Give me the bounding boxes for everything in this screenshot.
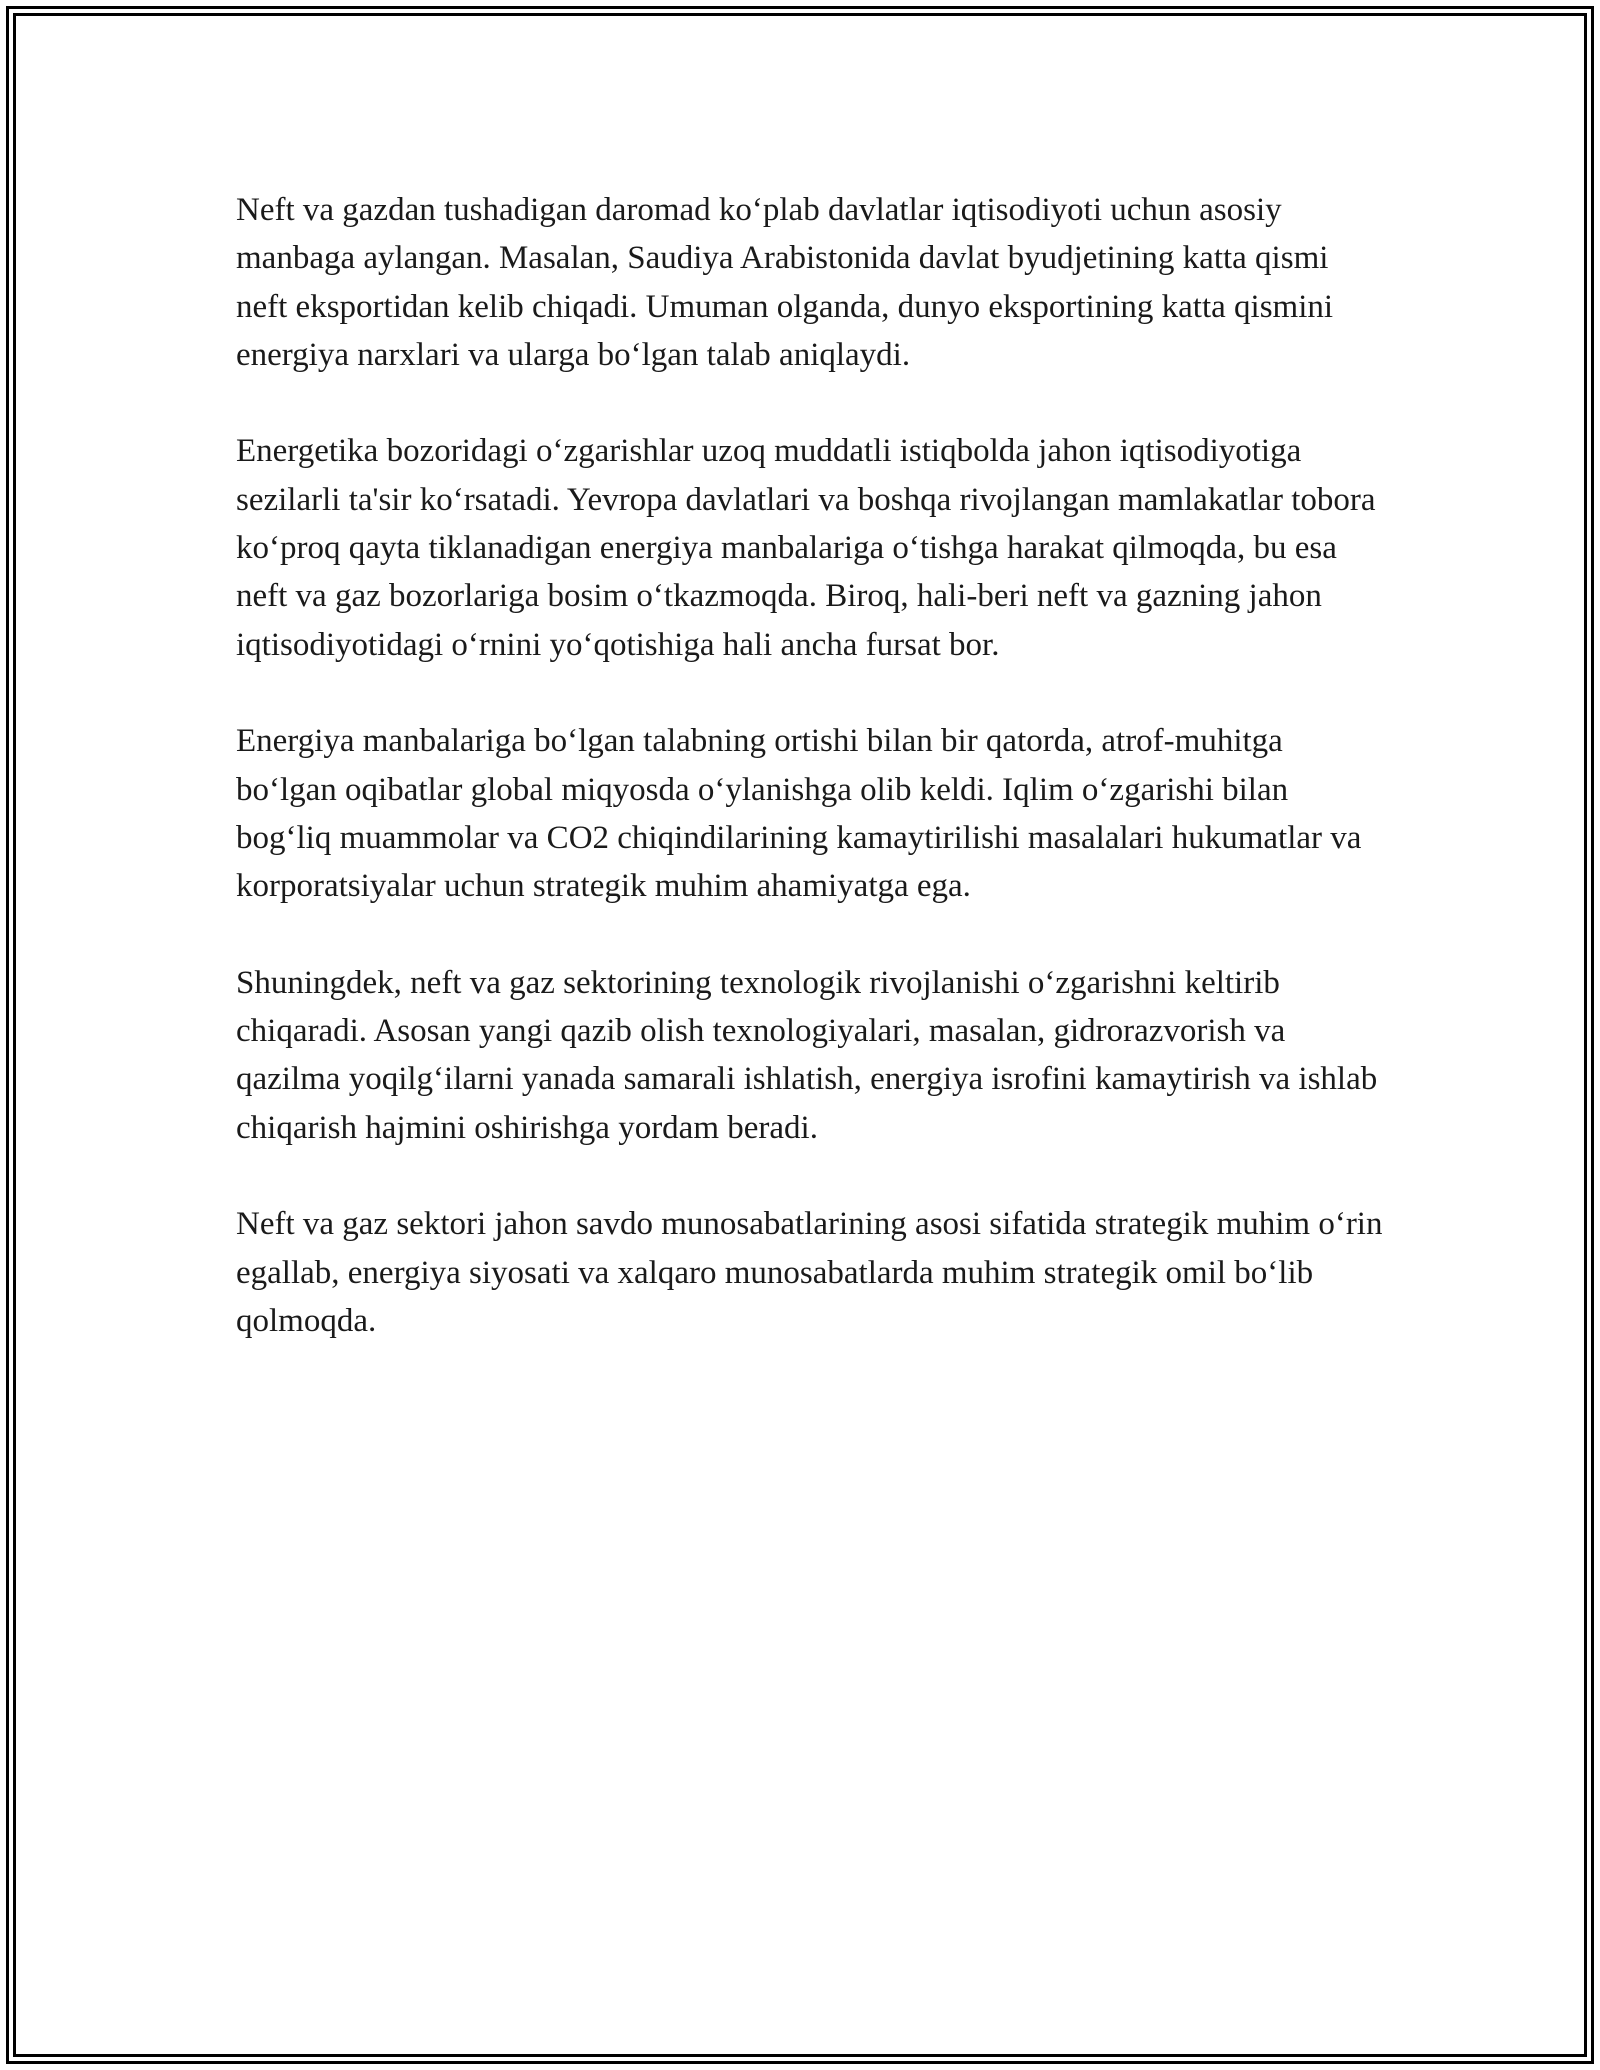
paragraph-4: Shuningdek, neft va gaz sektorining texnologik rivojlanishi o‘zgarishni keltirib chiqaradi. Asosan yangi qazib olish texnologiyalari, masalan, gidrorazvorish va qazilma yoqilg‘ilarni yanada samarali ishlatish, energiya isrofini kamaytirish va ishlab chiqarish hajmini oshirishga yordam beradi. bbox=[236, 964, 1378, 1146]
paragraph-3: Energiya manbalariga bo‘lgan talabning ortishi bilan bir qatorda, atrof-muhitga bo‘lgan oqibatlar global miqyosda o‘ylanishga olib keldi. Iqlim o‘zgarishi bilan bog‘liq muammolar va CO2 chiqindilarining kamaytirilishi masalalari hukumatlar va korporatsiyalar uchun strategik muhim ahamiyatga ega. bbox=[236, 723, 1362, 905]
paragraph-2: Energetika bozoridagi o‘zgarishlar uzoq muddatli istiqbolda jahon iqtisodiyotiga sezilarli ta'sir ko‘rsatadi. Yevropa davlatlari va boshqa rivojlangan mamlakatlar tobora ko‘proq qayta tiklanadigan energiya manbalariga o‘tishga harakat qilmoqda, bu esa neft va gaz bozorlariga bosim o‘tkazmoqda. Biroq, hali-beri neft va gazning jahon iqtisodiyotidagi o‘rnini yo‘qotishiga hali ancha fursat bor. bbox=[236, 433, 1376, 663]
document-body bbox=[236, 186, 1386, 1345]
paragraph-5: Neft va gaz sektori jahon savdo munosabatlarining asosi sifatida strategik muhim o‘rin egallab, energiya siyosati va xalqaro munosabatlarda muhim strategik omil bo‘lib qolmoqda. bbox=[236, 1206, 1383, 1339]
paragraph-1: Neft va gazdan tushadigan daromad ko‘plab davlatlar iqtisodiyoti uchun asosiy manbaga aylangan. Masalan, Saudiya Arabistonida davlat byudjetining katta qismi neft eksportidan kelib chiqadi. Umuman olganda, dunyo eksportining katta qismini energiya narxlari va ularga bo‘lgan talab aniqlaydi. bbox=[236, 192, 1334, 373]
